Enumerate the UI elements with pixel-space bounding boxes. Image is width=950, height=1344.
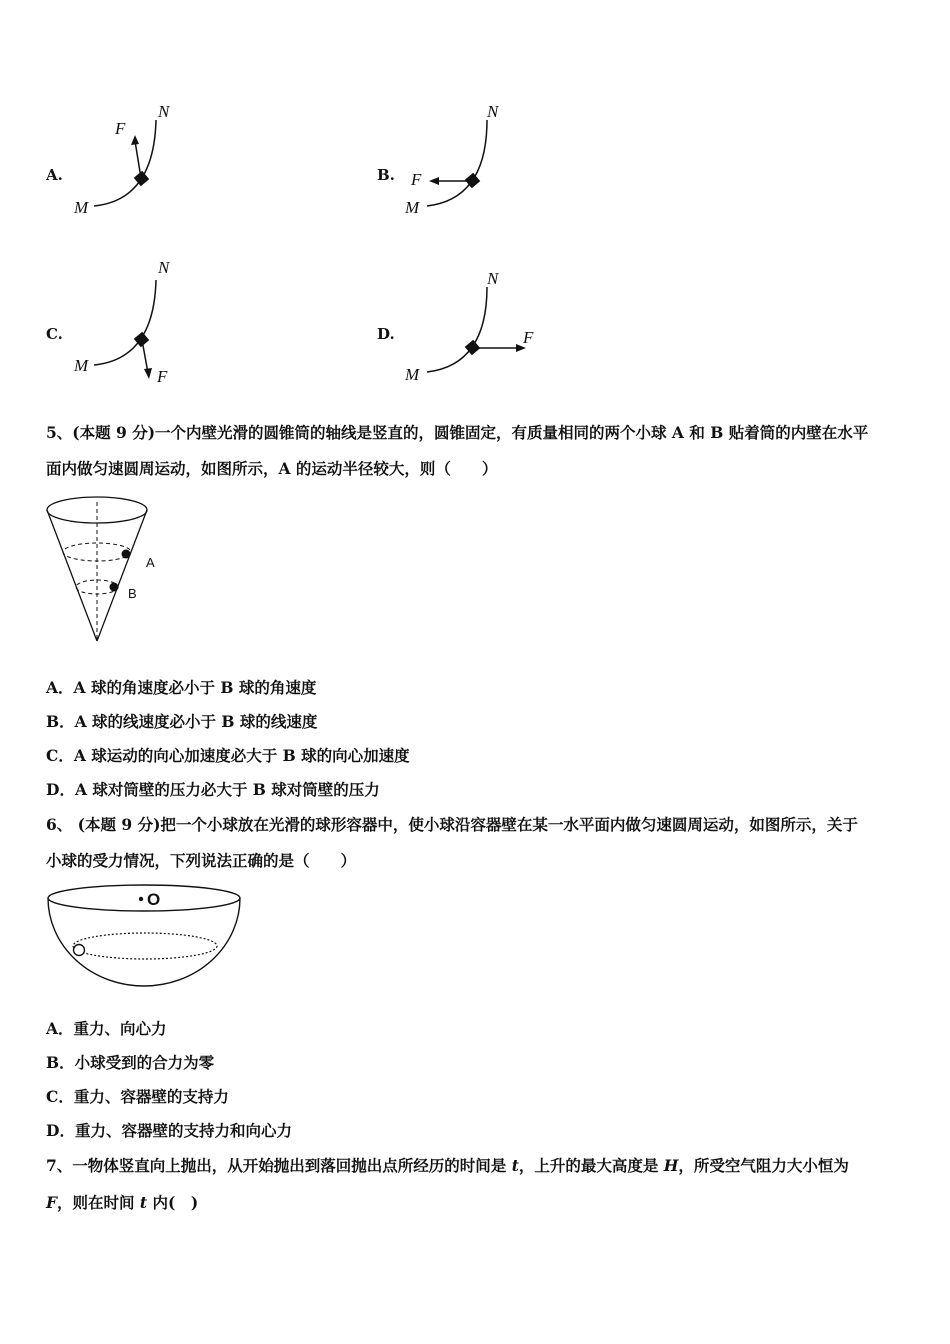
q6-option-b: B．小球受到的合力为零 bbox=[46, 1053, 215, 1072]
q5-option-c: C．A 球运动的向心加速度必大于 B 球的向心加速度 bbox=[46, 746, 410, 765]
q5-option-a: A．A 球的角速度必小于 B 球的角速度 bbox=[46, 678, 317, 697]
var-h: H bbox=[663, 1156, 679, 1175]
force-arrowhead bbox=[429, 177, 439, 185]
label-f: F bbox=[523, 328, 534, 347]
q7-text-line1: 7、一物体竖直向上抛出，从开始抛出到落回抛出点所经历的时间是 t，上升的最大高度是 H，所受空气阻力大小恒为 bbox=[46, 1156, 849, 1175]
label-a: A bbox=[146, 555, 155, 570]
label-m: M bbox=[74, 356, 89, 375]
q6-option-d: D．重力、容器壁的支持力和向心力 bbox=[46, 1121, 292, 1140]
bowl-rim bbox=[48, 885, 240, 911]
label-m: M bbox=[405, 198, 420, 217]
label-m: M bbox=[405, 365, 420, 384]
q6-text-line2: 小球的受力情况，下列说法正确的是（ ） bbox=[46, 851, 357, 870]
label-f: F bbox=[157, 367, 168, 385]
var-f: F bbox=[46, 1193, 58, 1212]
label-n: N bbox=[487, 102, 499, 121]
option-a-figure bbox=[60, 95, 200, 220]
label-o: O bbox=[147, 890, 161, 909]
ball-orbit bbox=[73, 933, 217, 959]
q6-option-c: C．重力、容器壁的支持力 bbox=[46, 1087, 229, 1106]
cone-figure bbox=[40, 490, 170, 645]
q5-text-line1: 5、(本题 9 分)一个内壁光滑的圆锥筒的轴线是竖直的，圆锥固定，有质量相同的两个小球 A 和 B 贴着筒的内壁在水平 bbox=[46, 423, 869, 442]
force-arrow bbox=[142, 340, 148, 373]
ball bbox=[74, 945, 85, 956]
option-c-figure bbox=[60, 255, 200, 385]
q7-text-line2: F，则在时间 t 内( ) bbox=[46, 1193, 199, 1212]
ball-a bbox=[122, 550, 131, 559]
q5-option-d: D．A 球对筒壁的压力必大于 B 球对筒壁的压力 bbox=[46, 780, 380, 799]
label-n: N bbox=[158, 102, 170, 121]
option-b-figure bbox=[395, 95, 535, 220]
label-f: F bbox=[115, 119, 126, 138]
label-n: N bbox=[158, 258, 170, 277]
trajectory-curve bbox=[94, 280, 156, 365]
center-point bbox=[139, 897, 143, 901]
var-t: t bbox=[511, 1156, 519, 1175]
option-b-label: B. bbox=[377, 166, 395, 184]
trajectory-curve bbox=[427, 120, 487, 206]
label-f: F bbox=[411, 170, 422, 189]
ball-b bbox=[110, 583, 119, 592]
bowl-figure bbox=[44, 880, 249, 990]
force-arrowhead bbox=[131, 135, 139, 145]
block bbox=[134, 171, 149, 186]
cone-side-left bbox=[47, 510, 97, 641]
option-a-label: A. bbox=[46, 166, 63, 184]
option-d-label: D. bbox=[377, 325, 395, 343]
label-b: B bbox=[128, 586, 137, 601]
option-d-figure bbox=[395, 255, 555, 385]
label-n: N bbox=[487, 269, 499, 288]
label-m: M bbox=[74, 198, 89, 217]
q5-text-line2: 面内做匀速圆周运动，如图所示，A 的运动半径较大，则（ ） bbox=[46, 459, 498, 478]
cone-side-right bbox=[97, 510, 147, 641]
trajectory-curve bbox=[427, 287, 487, 372]
option-c-label: C. bbox=[46, 325, 63, 343]
q6-text-line1: 6、 (本题 9 分)把一个小球放在光滑的球形容器中，使小球沿容器壁在某一水平面内做匀速圆周运动，如图所示，关于 bbox=[46, 815, 858, 834]
q6-option-a: A．重力、向心力 bbox=[46, 1019, 167, 1038]
force-arrow bbox=[135, 141, 141, 178]
force-arrowhead bbox=[144, 368, 152, 379]
var-t-2: t bbox=[139, 1193, 148, 1212]
q5-option-b: B．A 球的线速度必小于 B 球的线速度 bbox=[46, 712, 318, 731]
